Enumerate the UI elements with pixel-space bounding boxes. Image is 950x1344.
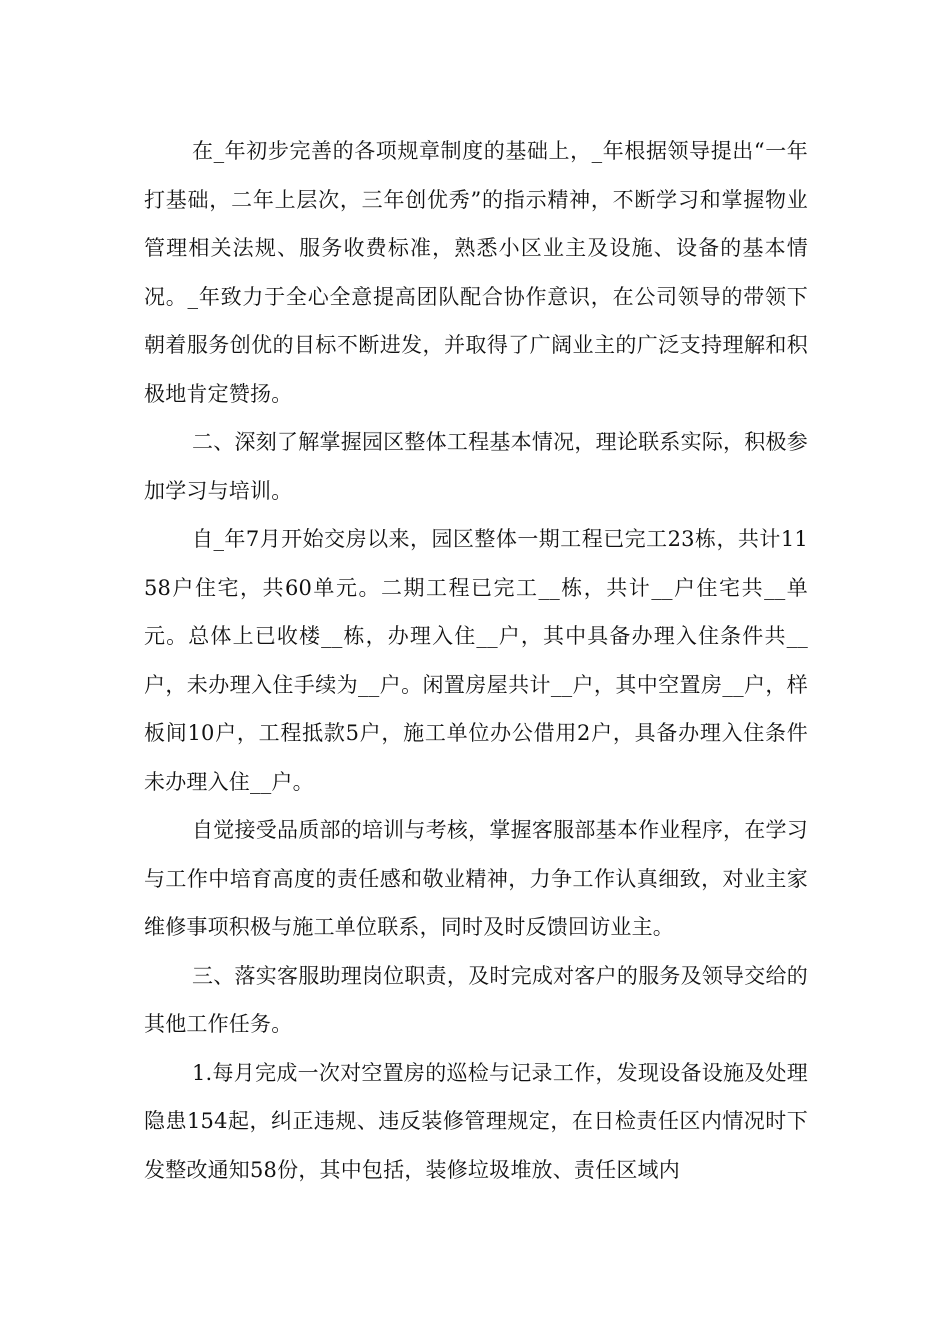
paragraph-training: 自觉接受品质部的培训与考核，掌握客服部基本作业程序，在学习与工作中培育高度的责任感和敬业精神，力争工作认真细致，对业主家维修事项积极与施工单位联系，同时及时反馈回访业主。 xyxy=(144,818,808,939)
section-heading-two: 二、深刻了解掌握园区整体工程基本情况，理论联系实际，积极参加学习与培训。 xyxy=(144,430,808,503)
paragraph-intro: 在_年初步完善的各项规章制度的基础上，_年根据领导提出“一年打基础，二年上层次，三年创优秀”的指示精神，不断学习和掌握物业管理相关法规、服务收费标准，熟悉小区业主及设施、设备的基本情况。_年致力于全心全意提高团队配合协作意识，在公司领导的带领下朝着服务创优的目标不断进发，并取得了广阔业主的广泛支持理解和积极地肯定赞扬。 xyxy=(144,139,808,406)
paragraph-project-status: 自_年7月开始交房以来，园区整体一期工程已完工23栋，共计1158户住宅，共60单元。二期工程已完工__栋，共计__户住宅共__单元。总体上已收楼__栋，办理入住__户，其中具备办理入住条件共__户，未办理入住手续为__户。闲置房屋共计__户，其中空置房__户，样板间10户，工程抵款5户，施工单位办公借用2户，具备办理入住条件未办理入住__户。 xyxy=(144,527,808,794)
paragraph-inspection: 1.每月完成一次对空置房的巡检与记录工作，发现设备设施及处理隐患154起，纠正违规、违反装修管理规定，在日检责任区内情况时下发整改通知58份，其中包括，装修垃圾堆放、责任区域内 xyxy=(144,1060,808,1182)
section-heading-three: 三、落实客服助理岗位职责，及时完成对客户的服务及领导交给的其他工作任务。 xyxy=(144,963,808,1036)
document-body xyxy=(144,127,808,1194)
